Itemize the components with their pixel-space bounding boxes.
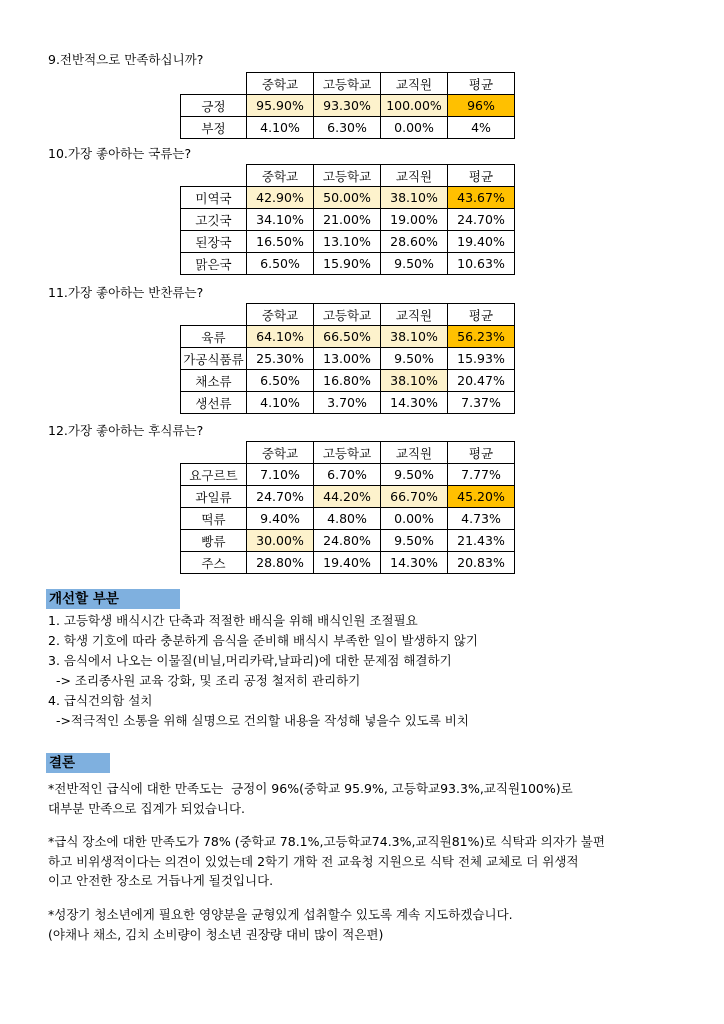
- data-cell: 4%: [448, 117, 515, 139]
- improve-line: 3. 음식에서 나오는 이물질(비닐,머리카락,날파리)에 대한 문제점 해결하기: [48, 653, 452, 668]
- data-cell: 38.10%: [381, 326, 448, 348]
- data-cell: 7.77%: [448, 464, 515, 486]
- paragraph-line: *성장기 청소년에게 필요한 영양분을 균형있게 섭취할수 있도록 계속 지도하겠습니다.: [48, 907, 513, 922]
- data-cell: 0.00%: [381, 508, 448, 530]
- row-label: 요구르트: [181, 464, 247, 486]
- data-cell: 14.30%: [381, 392, 448, 414]
- conclusion-heading: 결론: [46, 753, 110, 773]
- row-label: 부정: [181, 117, 247, 139]
- data-cell: 24.70%: [247, 486, 314, 508]
- improve-line: -> 조리종사원 교육 강화, 및 조리 공정 철저히 관리하기: [48, 673, 361, 688]
- data-cell: 16.50%: [247, 231, 314, 253]
- header-cell: 교직원: [381, 442, 448, 464]
- data-cell: 19.40%: [448, 231, 515, 253]
- table-row: [181, 209, 515, 231]
- paragraph-line: *전반적인 급식에 대한 만족도는 긍정이 96%(중학교 95.9%, 고등학교93.3%,교직원100%)로: [48, 781, 573, 796]
- data-cell: 9.50%: [381, 530, 448, 552]
- data-cell: 30.00%: [247, 530, 314, 552]
- header-cell: 평균: [448, 165, 515, 187]
- data-cell: 6.30%: [314, 117, 381, 139]
- data-cell: 34.10%: [247, 209, 314, 231]
- data-cell: 24.80%: [314, 530, 381, 552]
- conclusion-paragraph-2: [48, 832, 648, 891]
- data-cell: 7.10%: [247, 464, 314, 486]
- data-cell: 66.50%: [314, 326, 381, 348]
- header-cell: 평균: [448, 73, 515, 95]
- improve-line: 1. 고등학생 배식시간 단축과 적절한 배식을 위해 배식인원 조절필요: [48, 613, 418, 628]
- data-cell: 44.20%: [314, 486, 381, 508]
- question-12-title: 12.가장 좋아하는 후식류는?: [48, 423, 204, 438]
- data-cell: 13.00%: [314, 348, 381, 370]
- data-cell: 45.20%: [448, 486, 515, 508]
- data-cell: 19.40%: [314, 552, 381, 574]
- data-cell: 6.50%: [247, 253, 314, 275]
- header-cell: 중학교: [247, 165, 314, 187]
- paragraph-line: (야채나 채소, 김치 소비량이 청소년 권장량 대비 많이 적은편): [48, 926, 384, 942]
- conclusion-paragraph-3: [48, 905, 648, 944]
- row-label: 떡류: [181, 508, 247, 530]
- data-cell: 7.37%: [448, 392, 515, 414]
- data-cell: 93.30%: [314, 95, 381, 117]
- data-cell: 4.73%: [448, 508, 515, 530]
- header-cell: 교직원: [381, 304, 448, 326]
- data-cell: 28.80%: [247, 552, 314, 574]
- table-row: [181, 530, 515, 552]
- header-cell: 교직원: [381, 73, 448, 95]
- table-row: [181, 117, 515, 139]
- row-label: 고깃국: [181, 209, 247, 231]
- data-cell: 9.50%: [381, 348, 448, 370]
- table-row: [181, 508, 515, 530]
- data-cell: 14.30%: [381, 552, 448, 574]
- table-row: [181, 253, 515, 275]
- data-cell: 21.00%: [314, 209, 381, 231]
- data-cell: 9.50%: [381, 253, 448, 275]
- data-cell: 96%: [448, 95, 515, 117]
- table-row: [181, 370, 515, 392]
- header-cell: 평균: [448, 304, 515, 326]
- table-row: [181, 552, 515, 574]
- table-row: [181, 187, 515, 209]
- row-label: 빵류: [181, 530, 247, 552]
- data-cell: 15.93%: [448, 348, 515, 370]
- data-cell: 28.60%: [381, 231, 448, 253]
- data-cell: 64.10%: [247, 326, 314, 348]
- header-cell: 중학교: [247, 442, 314, 464]
- row-label: 미역국: [181, 187, 247, 209]
- data-cell: 50.00%: [314, 187, 381, 209]
- data-cell: 9.40%: [247, 508, 314, 530]
- data-cell: 0.00%: [381, 117, 448, 139]
- question-11-title: 11.가장 좋아하는 반찬류는?: [48, 285, 204, 300]
- data-cell: 38.10%: [381, 370, 448, 392]
- data-cell: 4.80%: [314, 508, 381, 530]
- question-11-table: [180, 303, 515, 414]
- data-cell: 25.30%: [247, 348, 314, 370]
- data-cell: 3.70%: [314, 392, 381, 414]
- header-row: [181, 73, 515, 95]
- data-cell: 4.10%: [247, 392, 314, 414]
- data-cell: 10.63%: [448, 253, 515, 275]
- table-row: [181, 464, 515, 486]
- row-label: 맑은국: [181, 253, 247, 275]
- table-row: [181, 486, 515, 508]
- data-cell: 16.80%: [314, 370, 381, 392]
- table-row: [181, 348, 515, 370]
- header-cell: 평균: [448, 442, 515, 464]
- row-label: 생선류: [181, 392, 247, 414]
- data-cell: 38.10%: [381, 187, 448, 209]
- conclusion-paragraph-1: [48, 779, 648, 818]
- data-cell: 56.23%: [448, 326, 515, 348]
- row-label: 채소류: [181, 370, 247, 392]
- row-label: 주스: [181, 552, 247, 574]
- data-cell: 20.47%: [448, 370, 515, 392]
- improve-line: 2. 학생 기호에 따라 충분하게 음식을 준비해 배식시 부족한 일이 발생하지 않기: [48, 633, 478, 648]
- question-10-table: [180, 164, 515, 275]
- data-cell: 13.10%: [314, 231, 381, 253]
- question-10-title: 10.가장 좋아하는 국류는?: [48, 146, 192, 161]
- row-label: 가공식품류: [181, 348, 247, 370]
- data-cell: 9.50%: [381, 464, 448, 486]
- data-cell: 43.67%: [448, 187, 515, 209]
- header-row: [181, 304, 515, 326]
- paragraph-line: 이고 안전한 장소로 거듭나게 될것입니다.: [48, 873, 274, 888]
- header-cell: 교직원: [381, 165, 448, 187]
- table-row: [181, 326, 515, 348]
- header-cell: 고등학교: [314, 442, 381, 464]
- header-cell: 중학교: [247, 73, 314, 95]
- header-cell: 고등학교: [314, 165, 381, 187]
- row-label: 된장국: [181, 231, 247, 253]
- paragraph-line: 대부분 만족으로 집계가 되었습니다.: [48, 800, 246, 816]
- question-9-title: 9.전반적으로 만족하십니까?: [48, 52, 204, 67]
- header-cell: 고등학교: [314, 73, 381, 95]
- header-row: [181, 165, 515, 187]
- data-cell: 24.70%: [448, 209, 515, 231]
- data-cell: 6.50%: [247, 370, 314, 392]
- paragraph-line: 하고 비위생적이다는 의견이 있었는데 2학기 개학 전 교육청 지원으로 식탁 전체 교체로 더 위생적: [48, 853, 579, 869]
- data-cell: 66.70%: [381, 486, 448, 508]
- table-row: [181, 231, 515, 253]
- header-cell: 중학교: [247, 304, 314, 326]
- question-12-table: [180, 441, 515, 574]
- table-row: [181, 95, 515, 117]
- paragraph-line: *급식 장소에 대한 만족도가 78% (중학교 78.1%,고등학교74.3%,교직원81%)로 식탁과 의자가 불편: [48, 834, 605, 849]
- improve-heading: 개선할 부분: [46, 589, 180, 609]
- data-cell: 20.83%: [448, 552, 515, 574]
- row-label: 긍정: [181, 95, 247, 117]
- data-cell: 19.00%: [381, 209, 448, 231]
- header-cell: 고등학교: [314, 304, 381, 326]
- improve-line: 4. 급식건의함 설치: [48, 693, 153, 708]
- improve-line: ->적극적인 소통을 위해 실명으로 건의할 내용을 작성해 넣을수 있도록 비치: [48, 713, 469, 728]
- data-cell: 100.00%: [381, 95, 448, 117]
- data-cell: 42.90%: [247, 187, 314, 209]
- data-cell: 15.90%: [314, 253, 381, 275]
- data-cell: 95.90%: [247, 95, 314, 117]
- question-9-table: [180, 72, 515, 139]
- data-cell: 6.70%: [314, 464, 381, 486]
- data-cell: 4.10%: [247, 117, 314, 139]
- data-cell: 21.43%: [448, 530, 515, 552]
- row-label: 육류: [181, 326, 247, 348]
- header-row: [181, 442, 515, 464]
- table-row: [181, 392, 515, 414]
- row-label: 과일류: [181, 486, 247, 508]
